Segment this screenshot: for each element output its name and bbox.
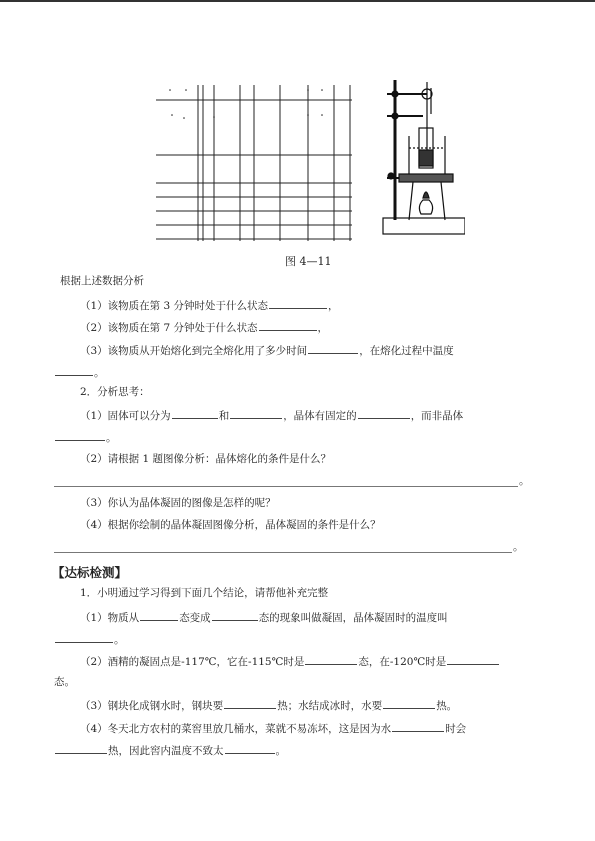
answer-blank[interactable] [55, 631, 113, 643]
item-1-text: （1）物质从 [80, 612, 140, 624]
answer-blank[interactable] [269, 297, 327, 309]
think-1-cont [54, 429, 117, 445]
item-1-text-c: 态的现象叫做凝固，晶体凝固时的温度叫 [258, 612, 448, 624]
item-4-text-c: 热，因此窖内温度不致太 [108, 745, 224, 757]
item-1 [80, 609, 448, 625]
item-3 [80, 697, 457, 713]
think-1-text: （1）固体可以分为 [80, 410, 171, 422]
answer-blank[interactable] [358, 407, 410, 419]
question-3-cont [54, 364, 105, 380]
answer-blank[interactable] [55, 429, 105, 441]
item-2 [80, 653, 500, 669]
data-grid-figure [156, 85, 352, 241]
page-top-rule [0, 0, 595, 2]
answer-blank[interactable] [55, 364, 93, 376]
question-3 [80, 342, 454, 358]
question-3-text-2: ，在熔化过程中温度 [359, 345, 454, 357]
figure-caption: 图 4—11 [285, 255, 332, 268]
question-2-text: （2）该物质在第 7 分钟处于什么状态 [80, 322, 258, 334]
question-1 [80, 297, 339, 313]
item-3-text-b: 热；水结成冰时，水要 [277, 700, 383, 712]
answer-blank[interactable] [55, 742, 107, 754]
punct: ， [328, 300, 339, 312]
answer-blank[interactable] [172, 407, 218, 419]
think-3: （3）你认为晶体凝固的图像是怎样的呢？ [80, 497, 276, 509]
think-2: （2）请根据 1 题图像分析：晶体熔化的条件是什么？ [80, 453, 332, 465]
test-intro: 1．小明通过学习得到下面几个结论，请帮他补充完整 [80, 587, 329, 599]
melting-apparatus-illustration [375, 74, 465, 239]
punct: 。 [513, 541, 524, 553]
answer-blank[interactable] [392, 720, 444, 732]
punct: 。 [275, 745, 286, 757]
think-title: 2．分析思考： [80, 386, 150, 398]
analysis-intro: 根据上述数据分析 [60, 275, 144, 287]
punct: 。 [94, 367, 105, 379]
answer-blank[interactable] [259, 319, 317, 331]
answer-blank[interactable] [212, 609, 258, 621]
item-1-text-b: 态变成 [179, 612, 211, 624]
answer-blank[interactable] [140, 609, 178, 621]
think-4: （4）根据你绘制的晶体凝固图像分析，晶体凝固的条件是什么？ [80, 519, 381, 531]
item-4-cont [54, 742, 286, 758]
item-3-text: （3）钢块化成钢水时，钢块要 [80, 700, 224, 712]
answer-line[interactable] [54, 486, 518, 487]
answer-blank[interactable] [447, 653, 499, 665]
item-2-cont: 态。 [54, 676, 75, 688]
answer-blank[interactable] [224, 697, 276, 709]
punct: ， [317, 322, 329, 334]
item-4-text: （4）冬天北方农村的菜窖里放几桶水，菜就不易冻坏，这是因为水 [80, 723, 392, 735]
punct: 。 [519, 475, 530, 487]
think-1-text-c: ，晶体有固定的 [283, 410, 357, 422]
answer-blank[interactable] [383, 697, 435, 709]
item-4 [80, 720, 466, 736]
item-3-text-c: 热。 [436, 700, 458, 712]
answer-blank[interactable] [230, 407, 282, 419]
question-2 [80, 319, 328, 335]
item-2-text-b: 态，在-120℃时是 [358, 656, 447, 668]
question-3-text: （3）该物质从开始熔化到完全熔化用了多少时间 [80, 345, 308, 357]
answer-blank[interactable] [305, 653, 357, 665]
item-4-text-b: 时会 [445, 723, 467, 735]
answer-line[interactable] [54, 552, 512, 553]
answer-blank[interactable] [225, 742, 275, 754]
think-1-text-b: 和 [218, 410, 230, 422]
item-1-cont [54, 631, 125, 647]
punct: 。 [106, 432, 117, 444]
think-1 [80, 407, 463, 423]
question-1-text: （1）该物质在第 3 分钟时处于什么状态 [80, 300, 269, 312]
punct: 。 [114, 634, 125, 646]
item-2-text: （2）酒精的凝固点是-117℃，它在-115℃时是 [80, 656, 305, 668]
section-header: 【达标检测】 [52, 565, 128, 580]
think-1-text-d: ，而非晶体 [410, 410, 464, 422]
answer-blank[interactable] [308, 342, 358, 354]
